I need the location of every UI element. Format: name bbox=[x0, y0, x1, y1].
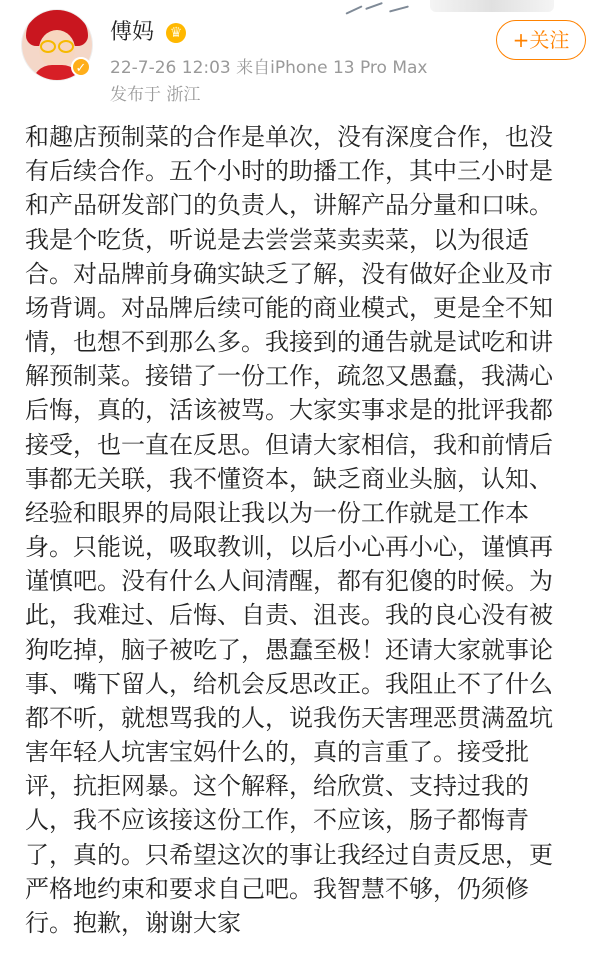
verified-icon: ✓ bbox=[71, 57, 91, 77]
post-text-line: 解预制菜。接错了一份工作，疏忽又愚蠢，我满心 bbox=[25, 362, 553, 391]
post-text-line: 行。抱歉，谢谢大家 bbox=[25, 908, 241, 937]
scribble-stroke bbox=[389, 5, 409, 12]
post-text-line: 和趣店预制菜的合作是单次，没有深度合作，也没 bbox=[25, 123, 553, 151]
post-text-line: 身。只能说，吸取教训，以后小心再小心，谨慎再 bbox=[25, 533, 553, 562]
post-source: 来自iPhone 13 Pro Max bbox=[236, 58, 428, 78]
post-text-line: 经验和眼界的局限让我以为一份工作就是工作本 bbox=[25, 498, 529, 527]
post-meta bbox=[110, 57, 428, 79]
post-text-line: 人，我不应该接这份工作，不应该，肠子都悔青 bbox=[25, 806, 529, 835]
post-text-line: 都不听，就想骂我的人，说我伤天害理恶贯满盈坑 bbox=[25, 703, 553, 732]
scribble-stroke bbox=[345, 5, 362, 14]
post-text-line: 评，抗拒网暴。这个解释，给欣赏、支持过我的 bbox=[25, 772, 529, 801]
scribble-stroke bbox=[365, 2, 383, 10]
post-text-line: 接受，也一直在反思。但请大家相信，我和前情后 bbox=[25, 430, 553, 459]
blurred-top-region bbox=[430, 0, 554, 12]
crown-icon: ♛ bbox=[166, 23, 186, 43]
post-date-time: 22-7-26 12:03 bbox=[110, 58, 231, 78]
post-text-line: 情，也想不到那么多。我接到的通告就是试吃和讲 bbox=[25, 328, 553, 357]
post-text-line: 狗吃掉，脑子被吃了，愚蠢至极！还请大家就事论 bbox=[25, 635, 553, 664]
post-text-line: 谨慎吧。没有什么人间清醒，都有犯傻的时候。为 bbox=[25, 567, 553, 596]
post-text-line: 场背调。对品牌后续可能的商业模式，更是全不知 bbox=[25, 293, 553, 322]
post-location: 发布于 浙江 bbox=[110, 85, 201, 105]
scribble-mark bbox=[345, 0, 425, 15]
post-text-line: 事都无关联，我不懂资本，缺乏商业头脑，认知、 bbox=[25, 464, 553, 493]
post-text-line: 了，真的。只希望这次的事让我经过自责反思，更 bbox=[25, 840, 553, 869]
post-text-line: 和产品研发部门的负责人，讲解产品分量和口味。 bbox=[25, 191, 553, 220]
post-text-line: 严格地约束和要求自己吧。我智慧不够，仍须修 bbox=[25, 874, 529, 903]
post-text-line: 后悔，真的，活该被骂。大家实事求是的批评我都 bbox=[25, 396, 553, 425]
post-text-line: 有后续合作。五个小时的助播工作，其中三小时是 bbox=[25, 157, 553, 186]
post-header bbox=[0, 0, 600, 118]
follow-button[interactable]: +关注 bbox=[496, 20, 586, 60]
post-text-line: 事、嘴下留人，给机会反思改正。我阻止不了什么 bbox=[25, 669, 553, 698]
post-text-line: 合。对品牌前身确实缺乏了解，没有做好企业及市 bbox=[25, 259, 553, 288]
post-text-line: 我是个吃货，听说是去尝尝菜卖卖菜，以为很适 bbox=[25, 225, 529, 254]
username[interactable]: 傅妈 bbox=[110, 20, 155, 45]
post-text-line: 害年轻人坑害宝妈什么的，真的言重了。接受批 bbox=[25, 738, 529, 767]
post-content bbox=[25, 120, 585, 940]
post-text-line: 此，我难过、后悔、自责、沮丧。我的良心没有被 bbox=[25, 601, 553, 630]
avatar-glasses-icon bbox=[40, 40, 74, 50]
